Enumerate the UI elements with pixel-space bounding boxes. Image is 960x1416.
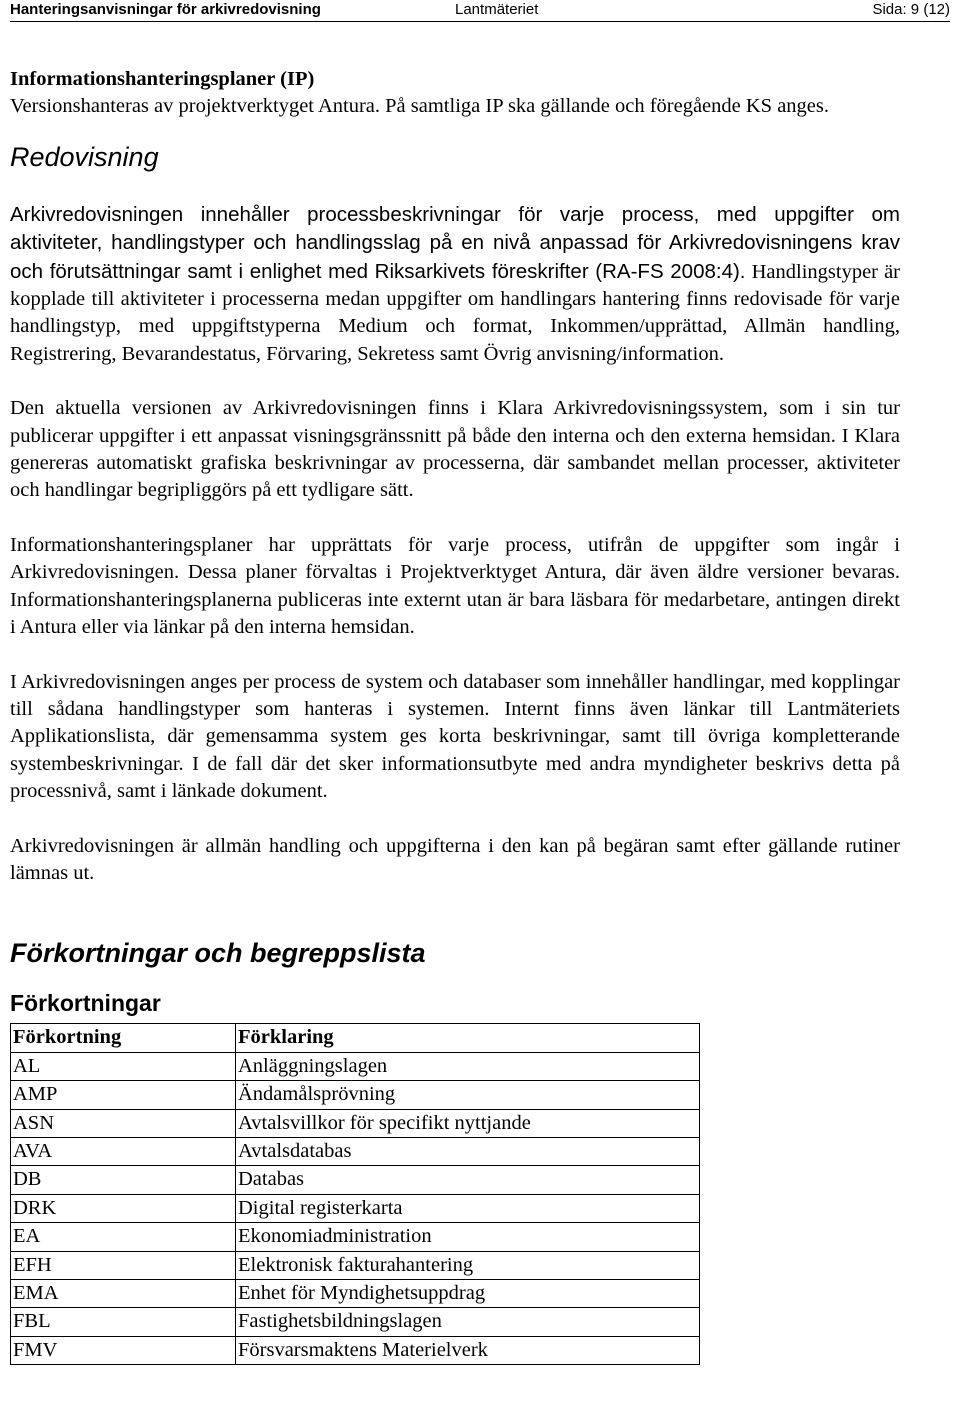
- explanation-cell: Digital registerkarta: [236, 1194, 700, 1222]
- header-rule: [10, 21, 950, 22]
- table-row: [11, 1109, 700, 1137]
- abbreviation-cell: FMV: [11, 1336, 236, 1364]
- table-row: [11, 1336, 700, 1364]
- explanation-cell: Försvarsmaktens Materielverk: [236, 1336, 700, 1364]
- abbreviation-cell: AVA: [11, 1137, 236, 1165]
- abbreviation-cell: EA: [11, 1223, 236, 1251]
- table-row: [11, 1280, 700, 1308]
- explanation-cell: Avtalsdatabas: [236, 1137, 700, 1165]
- redovisning-paragraph-4: I Arkivredovisningen anges per process de system och databaser som innehåller handlingar, med kopplingar till sådana handlingstyper som hanteras i systemen. Internt finns även länkar till Lantmäteriets Applikationslista, där gemensamma system ges korta beskrivningar, samt till övriga kompletterande systembeskrivningar. I de fall där det sker informationsutbyte med andra myndigheter beskrivs detta på processnivå, samt i länkade dokument.: [10, 670, 900, 803]
- abbreviations-table-body: [11, 1052, 700, 1364]
- ip-title: Informationshanteringsplaner (IP): [10, 68, 315, 90]
- header-organization: Lantmäteriet: [455, 1, 539, 18]
- abbreviation-cell: DRK: [11, 1194, 236, 1222]
- column-header-abbreviation: Förkortning: [11, 1024, 236, 1052]
- abbreviations-table: [10, 1023, 700, 1365]
- redovisning-paragraph-3: Informationshanteringsplaner har upprättats för varje process, utifrån de uppgifter som ingår i Arkivredovisningen. Dessa planer förvaltas i Projektverktyget Antura, där även äldre versioner bevaras. Informationshanteringsplanerna publiceras inte externt utan är bara läsbara för medarbetare, antingen direkt i Antura eller via länkar på den interna hemsidan.: [10, 533, 900, 639]
- abbreviation-cell: EMA: [11, 1280, 236, 1308]
- explanation-cell: Enhet för Myndighetsuppdrag: [236, 1280, 700, 1308]
- redovisning-paragraph-1: [10, 201, 900, 368]
- table-row: [11, 1251, 700, 1279]
- abbreviations-subheading: Förkortningar: [10, 990, 161, 1017]
- table-header-row: [11, 1024, 700, 1052]
- explanation-cell: Fastighetsbildningslagen: [236, 1308, 700, 1336]
- redovisning-paragraph-1-part-b: Handlingstyper är kopplade till aktiviteter i processerna medan uppgifter om handlingars hantering finns redovisade för varje handlingstyp, med uppgiftstyperna Medium och format, Inkommen/upprättad, Allmän handling, Registrering, Bevarandestatus, Förvaring, Sekretess samt Övrig anvisning/information.: [10, 260, 901, 365]
- redovisning-heading: Redovisning: [10, 141, 159, 172]
- redovisning-paragraph-5: Arkivredovisningen är allmän handling och uppgifterna i den kan på begäran samt efter gällande rutiner lämnas ut.: [10, 834, 900, 884]
- redovisning-paragraph-2: Den aktuella versionen av Arkivredovisningen finns i Klara Arkivredovisningssystem, som i sin tur publicerar uppgifter i ett anpassat visningsgränssnitt på både den interna och den externa hemsidan. I Klara genereras automatiskt grafiska beskrivningar av processerna, där sambandet mellan processer, aktiviteter och handlingar begripliggörs på ett tydligare sätt.: [10, 397, 900, 502]
- explanation-cell: Avtalsvillkor för specifikt nyttjande: [236, 1109, 700, 1137]
- table-row: [11, 1081, 700, 1109]
- table-row: [11, 1052, 700, 1080]
- explanation-cell: Ekonomiadministration: [236, 1223, 700, 1251]
- table-row: [11, 1223, 700, 1251]
- page-content: [10, 66, 900, 1365]
- ip-section: [10, 66, 900, 121]
- page-header: [10, 0, 950, 22]
- abbreviation-cell: FBL: [11, 1308, 236, 1336]
- explanation-cell: Databas: [236, 1166, 700, 1194]
- abbreviation-cell: ASN: [11, 1109, 236, 1137]
- explanation-cell: Ändamålsprövning: [236, 1081, 700, 1109]
- header-document-title: Hanteringsanvisningar för arkivredovisning: [10, 1, 321, 18]
- table-row: [11, 1308, 700, 1336]
- table-row: [11, 1137, 700, 1165]
- explanation-cell: Elektronisk fakturahantering: [236, 1251, 700, 1279]
- abbreviation-cell: DB: [11, 1166, 236, 1194]
- ip-text: Versionshanteras av projektverktyget Antura. På samtliga IP ska gällande och föregående KS anges.: [10, 95, 829, 118]
- column-header-explanation: Förklaring: [236, 1024, 700, 1052]
- abbreviation-cell: AMP: [11, 1081, 236, 1109]
- abbreviations-heading: Förkortningar och begreppslista: [10, 938, 426, 969]
- redovisning-paragraph-1-part-a: Arkivredovisningen innehåller processbeskrivningar för varje process, med uppgifter om aktiviteter, handlingstyper och handlingsslag på en nivå anpassad för Arkivredovisningens krav och förutsättningar samt i enlighet med Riksarkivets föreskrifter (RA-FS 2008:4).: [10, 202, 900, 283]
- abbreviation-cell: AL: [11, 1052, 236, 1080]
- explanation-cell: Anläggningslagen: [236, 1052, 700, 1080]
- table-row: [11, 1194, 700, 1222]
- abbreviation-cell: EFH: [11, 1251, 236, 1279]
- header-page-number: Sida: 9 (12): [872, 1, 950, 18]
- table-row: [11, 1166, 700, 1194]
